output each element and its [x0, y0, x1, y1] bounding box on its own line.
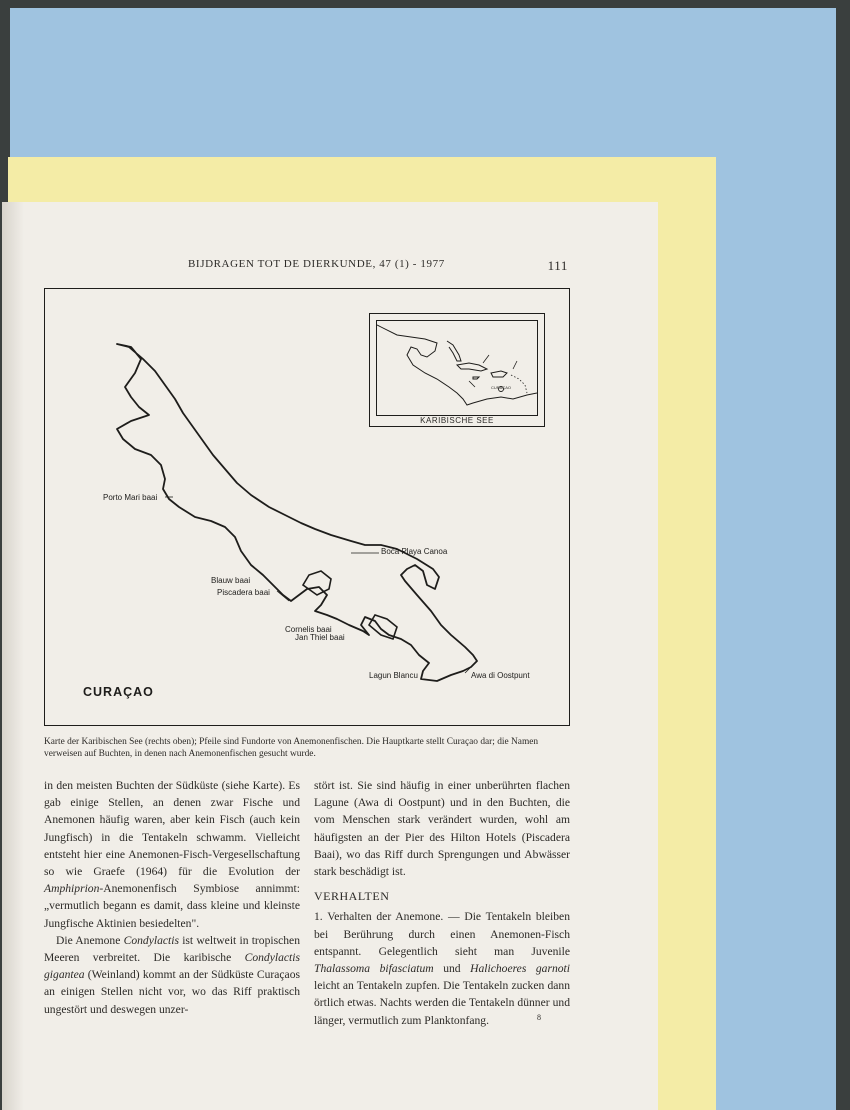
- inset-arrow-2: [513, 361, 517, 369]
- inset-curacao-label: CURAÇAO: [491, 385, 512, 390]
- figure-caption: Karte der Karibischen See (rechts oben); Pfeile sind Fundorte von Anemonenfischen. Die Hauptkarte stellt Curaçao dar; die Namen verweisen auf Buchten, in denen nach Anemonenfischen gesucht wurde.: [44, 737, 539, 759]
- paragraph-left-2: Die Anemone Condylactis ist weltweit in tropischen Meeren verbreitet. Die karibische Condylactis gigantea (Weinland) kommt an der Südküste Curaçaos an einigen Stellen nicht vor, wo das Riff praktisch ungestört und deswegen unzer-: [44, 933, 300, 1016]
- map-title: CURAÇAO: [83, 685, 154, 699]
- label-boca-playa: Boca Playa Canoa: [381, 547, 448, 556]
- caribbean-inset-map: [377, 321, 537, 415]
- label-jan-thiel: Jan Thiel baai: [295, 633, 345, 642]
- inset-antilles: [511, 375, 527, 393]
- inset-jamaica: [473, 377, 479, 379]
- inset-arrow-1: [483, 355, 489, 363]
- inset-cuba: [457, 363, 487, 371]
- label-awa-di-oostpunt: Awa di Oostpunt: [471, 671, 530, 680]
- caribbean-inset: [369, 313, 545, 427]
- inset-florida: [447, 341, 461, 361]
- label-cornelis: Cornelis baai: [285, 625, 332, 634]
- paragraph-left-1: in den meisten Buchten der Südküste (siehe Karte). Es gab einige Stellen, an denen zwar Fische und Anemonen häufig waren, aber kein Fisch (auch kein Jungfisch) in die Tentakeln schwamm. Vielleicht entsteht hier eine Anemonen-Fisch-Vergesellschaftung so wie Graefe (1964) für die Evolution der Amphiprion-Anemonenfisch Symbiose annimmt: „vermutlich begann es damit, dass kleine und kleinste Jungfische Aktinien besiedelten".: [44, 779, 300, 930]
- page-number: 111: [547, 258, 568, 273]
- page-fold-shadow: [2, 202, 24, 1110]
- label-porto-mari: Porto Mari baai: [103, 493, 158, 502]
- text-column-left: [44, 777, 300, 1018]
- map-figure: [44, 288, 570, 726]
- inset-arrow-3: [469, 381, 475, 387]
- inset-hispaniola: [491, 371, 507, 377]
- label-lagun-blancu: Lagun Blancu: [369, 671, 418, 680]
- label-piscadera: Piscadera baai: [217, 588, 270, 597]
- leader-piscadera: [277, 591, 289, 601]
- text-column-right: [314, 777, 570, 1029]
- inner-lagoon-piscadera: [303, 571, 331, 595]
- signature-mark: 8: [537, 1013, 541, 1022]
- journal-page: [2, 202, 658, 1110]
- label-blauw: Blauw baai: [211, 576, 251, 585]
- section-heading: VERHALTEN: [314, 889, 390, 904]
- inset-caption: KARIBISCHE SEE: [420, 416, 494, 425]
- paragraph-right-2: 1. Verhalten der Anemone. — Die Tentakeln bleiben bei Berührung durch einen Anemonen-Fisch entspannt. Gelegentlich sieht man Juvenile Thalassoma bifasciatum und Halichoeres garnoti leicht an Tentakeln zupfen. Die Tentakeln zucken dann örtlich etwas. Nachts werden die Tentakeln dünner und länger, vermutlich zum Planktonfang.: [314, 910, 570, 1027]
- journal-title: BIJDRAGEN TOT DE DIERKUNDE, 47 (1) - 1977: [188, 258, 445, 270]
- paragraph-right-1: stört ist. Sie sind häufig in einer unberührten flachen Lagune (Awa di Oostpunt) und in den Buchten, die vom Menschen stark verändert wurden, wohl am häufigsten an der Pier des Hilton Hotels (Piscadera Baai), wo das Riff durch Sprengungen und Abwässer stark beschädigt ist.: [314, 779, 570, 879]
- inset-frame: [376, 320, 538, 416]
